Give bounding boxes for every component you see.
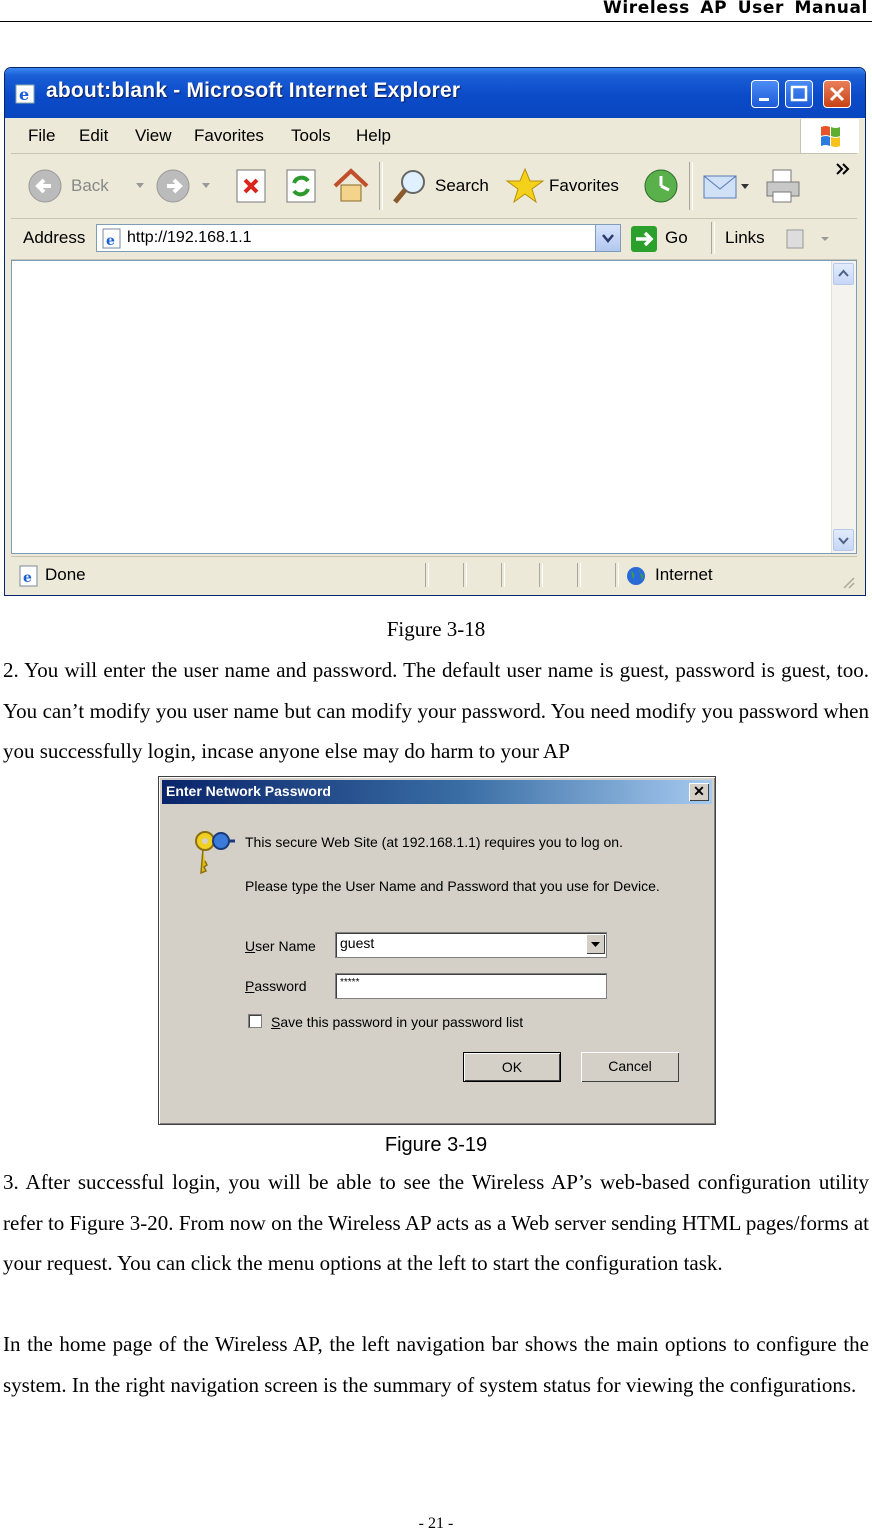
- user-name-dropdown[interactable]: [586, 934, 605, 954]
- resize-grip-icon[interactable]: [841, 575, 855, 589]
- home-button[interactable]: [331, 166, 371, 211]
- stop-icon: [233, 166, 269, 206]
- search-label: Search: [435, 176, 489, 195]
- stop-button[interactable]: [233, 166, 269, 211]
- address-value: http://192.168.1.1: [127, 229, 252, 246]
- go-label: Go: [665, 228, 688, 247]
- ie-window-title: about:blank - Microsoft Internet Explorer: [46, 79, 461, 102]
- mail-icon: [701, 166, 751, 206]
- minimize-icon: [752, 81, 778, 107]
- maximize-icon: [786, 81, 812, 107]
- chevron-down-icon: [834, 530, 853, 550]
- user-name-value: guest: [340, 935, 375, 951]
- home-icon: [331, 166, 371, 206]
- ok-button[interactable]: OK: [463, 1052, 561, 1082]
- status-divider: [539, 563, 543, 587]
- status-divider: [425, 563, 429, 587]
- dialog-title-bar: [162, 780, 712, 804]
- menu-bar: [11, 119, 857, 154]
- go-button[interactable]: [630, 225, 688, 258]
- svg-text:e: e: [106, 233, 115, 249]
- links-menu-icon[interactable]: [785, 227, 831, 251]
- paragraph-step-2: 2. You will enter the user name and password. The default user name is guest, password is guest, too. You can’t modify you user name but can modify your password. You need modify you password when you successfully login, incase anyone else may do harm to your AP: [3, 658, 869, 763]
- address-separator: [711, 222, 715, 254]
- manual-title: Wireless AP User Manual: [603, 0, 868, 18]
- user-name-combo[interactable]: [335, 932, 607, 958]
- paragraph-step-3: 3. After successful login, you will be able to see the Wireless AP’s web-based configuration utility refer to Figure 3-20. From now on the Wireless AP acts as a Web server sending HTML pages/forms at your request. You can click the menu options at the left to start the configuration task.: [3, 1170, 869, 1275]
- ie-app-icon: [15, 83, 37, 105]
- favorites-button[interactable]: [505, 166, 619, 211]
- page-done-icon: [17, 564, 41, 588]
- keys-icon: [191, 827, 235, 877]
- refresh-button[interactable]: [283, 166, 319, 211]
- back-label: Back: [71, 176, 109, 195]
- dialog-close-button[interactable]: ✕: [689, 783, 709, 801]
- security-zone: Internet: [655, 565, 713, 584]
- page-number: - 21 -: [418, 1515, 454, 1532]
- figure-3-18-caption: Figure 3-18: [386, 617, 486, 641]
- menu-view[interactable]: View: [135, 126, 172, 145]
- toolbar-overflow-icon[interactable]: [835, 162, 851, 176]
- ie-title-bar: [5, 68, 865, 118]
- print-button[interactable]: [763, 166, 803, 211]
- chevron-down-icon: [596, 225, 620, 251]
- address-dropdown[interactable]: [595, 225, 620, 251]
- history-button[interactable]: [641, 166, 681, 211]
- page-icon: [101, 228, 123, 250]
- save-password-label: Save this password in your password list: [271, 1014, 524, 1030]
- status-bar: [11, 556, 857, 593]
- search-icon: [391, 166, 431, 206]
- forward-dropdown-icon: [201, 182, 211, 190]
- status-text: Done: [45, 565, 86, 584]
- dialog-secure-site-text: This secure Web Site (at 192.168.1.1) requires you to log on.: [245, 834, 623, 850]
- back-dropdown-icon: [135, 182, 145, 190]
- menu-favorites[interactable]: Favorites: [194, 126, 264, 145]
- menu-file[interactable]: File: [28, 126, 56, 145]
- address-bar: [11, 219, 857, 260]
- favorites-label: Favorites: [549, 176, 619, 195]
- password-label: Password: [245, 978, 307, 994]
- dialog-instruction-text: Please type the User Name and Password that you use for Device.: [245, 878, 660, 894]
- save-password-checkbox[interactable]: [248, 1014, 262, 1028]
- status-divider: [615, 563, 619, 587]
- menu-edit[interactable]: Edit: [79, 126, 109, 145]
- forward-arrow-icon: [153, 166, 193, 206]
- refresh-icon: [283, 166, 319, 206]
- back-button[interactable]: [27, 166, 109, 211]
- status-divider: [463, 563, 467, 587]
- windows-flag-icon: [801, 119, 859, 153]
- history-icon: [641, 166, 681, 206]
- password-value: *****: [340, 977, 360, 988]
- menu-help[interactable]: Help: [356, 126, 391, 145]
- cancel-button[interactable]: Cancel: [581, 1052, 679, 1082]
- minimize-button[interactable]: [751, 80, 779, 108]
- go-arrow-icon: [630, 225, 658, 253]
- dialog-title: Enter Network Password: [166, 783, 331, 799]
- vertical-scrollbar[interactable]: [831, 261, 856, 553]
- search-button[interactable]: [391, 166, 489, 211]
- mail-button[interactable]: [701, 166, 751, 211]
- maximize-button[interactable]: [785, 80, 813, 108]
- globe-icon: [625, 565, 647, 587]
- page-header: [0, 0, 872, 22]
- back-arrow-icon: [27, 166, 67, 206]
- ie-window: [4, 67, 866, 596]
- page-content-area[interactable]: [11, 260, 857, 554]
- links-button[interactable]: Links: [725, 228, 765, 247]
- figure-3-19-caption: Figure 3-19: [384, 1134, 488, 1156]
- status-divider: [577, 563, 581, 587]
- toolbar-separator: [689, 162, 693, 210]
- forward-button[interactable]: [153, 166, 193, 211]
- star-icon: [505, 166, 545, 206]
- printer-icon: [763, 166, 803, 206]
- network-password-dialog: [158, 776, 716, 1125]
- chevron-up-icon: [834, 264, 853, 284]
- scroll-up-button[interactable]: [833, 263, 854, 285]
- address-input[interactable]: [96, 224, 621, 252]
- address-label: Address: [23, 228, 86, 247]
- user-name-label: User Name: [245, 938, 316, 954]
- menu-tools[interactable]: Tools: [291, 126, 331, 145]
- windows-flag-area: [800, 119, 859, 153]
- status-divider: [501, 563, 505, 587]
- standard-toolbar: [11, 154, 857, 219]
- password-field[interactable]: [335, 973, 607, 999]
- chevron-down-icon: [586, 934, 605, 954]
- paragraph-home-page: In the home page of the Wireless AP, the left navigation bar shows the main options to configure the system. In the right navigation screen is the summary of system status for viewing the configurations.: [3, 1332, 869, 1397]
- close-button[interactable]: [823, 80, 851, 108]
- close-icon: [824, 81, 850, 107]
- svg-text:e: e: [19, 85, 30, 104]
- scroll-down-button[interactable]: [833, 529, 854, 551]
- toolbar-separator: [379, 162, 383, 210]
- svg-text:e: e: [23, 570, 32, 586]
